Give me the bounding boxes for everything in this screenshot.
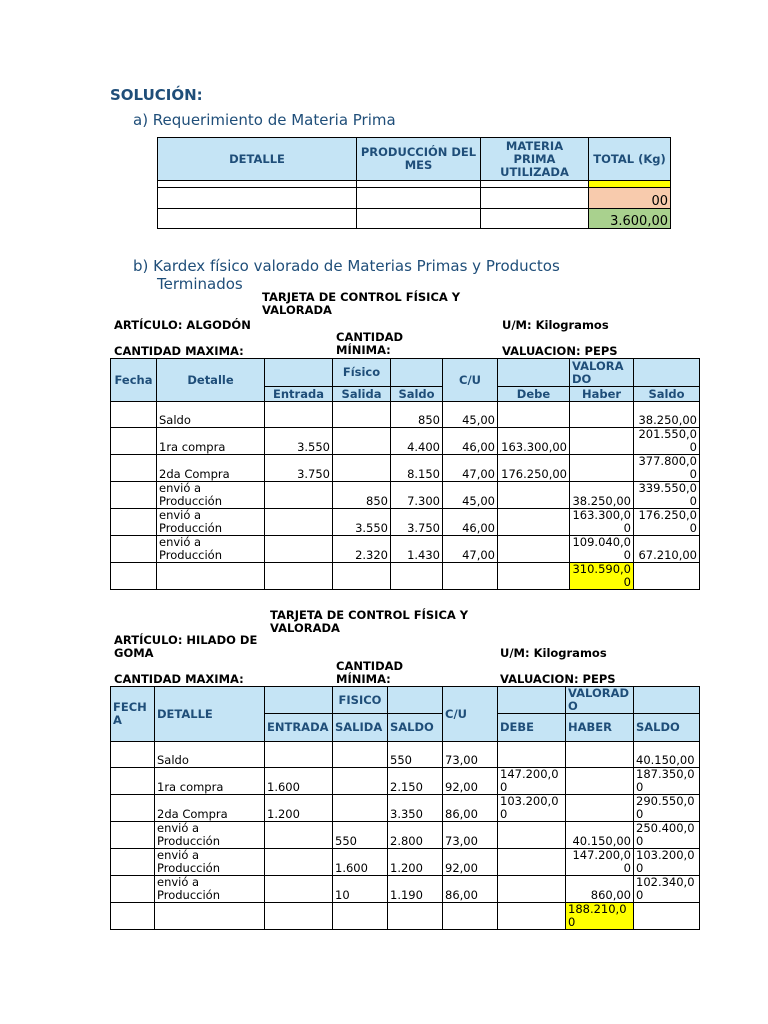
table-row <box>111 482 700 509</box>
table-row <box>111 876 700 903</box>
cell <box>111 849 155 876</box>
debe-cell: 163.300,00 <box>498 428 570 455</box>
entrada-cell <box>265 742 333 768</box>
haber-cell <box>566 768 634 795</box>
table-row <box>111 822 700 849</box>
valor-saldo-cell: 377.800,00 <box>634 455 700 482</box>
salida-cell <box>333 455 391 482</box>
debe-cell <box>498 482 570 509</box>
debe-cell <box>498 742 566 768</box>
cell <box>111 509 157 536</box>
cell <box>634 563 700 590</box>
debe-cell <box>498 402 570 428</box>
cu-cell: 92,00 <box>443 768 498 795</box>
cu-cell: 86,00 <box>443 876 498 903</box>
entrada-cell: 1.600 <box>265 768 333 795</box>
table-row <box>111 428 700 455</box>
entrada-cell: 3.550 <box>265 428 333 455</box>
cell <box>111 536 157 563</box>
detalle-cell: envió a Producción <box>157 536 265 563</box>
haber-cell <box>570 428 634 455</box>
header-blank <box>265 359 333 387</box>
cell <box>111 402 157 428</box>
debe-cell <box>498 849 566 876</box>
entrada-cell: 3.750 <box>265 455 333 482</box>
table-row <box>111 742 700 768</box>
card2-articulo: ARTÍCULO: HILADO DE GOMA <box>114 633 258 660</box>
cell <box>111 876 155 903</box>
haber-cell <box>566 742 634 768</box>
cell <box>388 903 443 930</box>
detalle-cell: 1ra compra <box>155 768 265 795</box>
cu-cell: 47,00 <box>443 455 498 482</box>
cell <box>111 428 157 455</box>
valor-saldo-cell: 103.200,00 <box>634 849 700 876</box>
salida-cell <box>333 742 388 768</box>
header-blank <box>498 359 570 387</box>
requirements-table <box>157 137 671 229</box>
cell <box>333 903 388 930</box>
cell <box>111 903 155 930</box>
cell <box>634 903 700 930</box>
cell <box>357 181 481 188</box>
salida-cell <box>333 795 388 822</box>
saldo-cell: 4.400 <box>391 428 443 455</box>
valor-saldo-cell: 176.250,00 <box>634 509 700 536</box>
cell <box>111 563 157 590</box>
salida-cell: 850 <box>333 482 391 509</box>
header-entrada: Entrada <box>265 387 333 402</box>
saldo-cell: 1.190 <box>388 876 443 903</box>
salida-cell <box>333 768 388 795</box>
header-blank <box>388 687 443 714</box>
cu-cell: 46,00 <box>443 509 498 536</box>
salida-cell: 3.550 <box>333 509 391 536</box>
valor-saldo-cell: 339.550,00 <box>634 482 700 509</box>
cell <box>498 563 570 590</box>
cell <box>158 188 357 209</box>
cell <box>481 181 589 188</box>
cell <box>481 188 589 209</box>
debe-cell: 176.250,00 <box>498 455 570 482</box>
cell <box>443 563 498 590</box>
section-b-heading: b) Kardex físico valorado de Materias Primas y Productos <box>133 257 560 275</box>
saldo-cell: 1.430 <box>391 536 443 563</box>
header-salida: Salida <box>333 387 391 402</box>
header-haber: Haber <box>570 387 634 402</box>
total-cell-3: 3.600,00 <box>589 209 671 229</box>
cu-cell: 47,00 <box>443 536 498 563</box>
total-cell-1 <box>589 181 671 188</box>
valor-saldo-cell: 67.210,00 <box>634 536 700 563</box>
haber-cell <box>570 455 634 482</box>
total-haber-cell: 310.590,00 <box>570 563 634 590</box>
cell <box>158 181 357 188</box>
header-entrada: ENTRADA <box>265 714 333 742</box>
entrada-cell <box>265 482 333 509</box>
table-row <box>111 536 700 563</box>
valor-saldo-cell: 250.400,00 <box>634 822 700 849</box>
detalle-cell: Saldo <box>157 402 265 428</box>
salida-cell <box>333 402 391 428</box>
detalle-cell: 2da Compra <box>157 455 265 482</box>
debe-cell <box>498 509 570 536</box>
header-fisico: FISICO <box>333 687 388 714</box>
haber-cell: 860,00 <box>566 876 634 903</box>
valor-saldo-cell: 187.350,00 <box>634 768 700 795</box>
card2-title: TARJETA DE CONTROL FÍSICA Y VALORADA <box>270 608 469 635</box>
header-saldo: SALDO <box>388 714 443 742</box>
cell <box>498 903 566 930</box>
header-materia-prima: MATERIA PRIMA UTILIZADA <box>481 138 589 181</box>
haber-cell <box>566 795 634 822</box>
header-fecha: FECHA <box>111 687 155 742</box>
cell <box>391 563 443 590</box>
header-blank <box>634 359 700 387</box>
salida-cell: 2.320 <box>333 536 391 563</box>
kardex-algodon-table <box>110 358 700 590</box>
cell <box>157 563 265 590</box>
cell <box>265 903 333 930</box>
haber-cell: 109.040,00 <box>570 536 634 563</box>
header-cu: C/U <box>443 359 498 402</box>
cu-cell: 86,00 <box>443 795 498 822</box>
cell <box>333 563 391 590</box>
kardex-hilado-table <box>110 686 700 930</box>
header-valor-saldo: Saldo <box>634 387 700 402</box>
cu-cell: 92,00 <box>443 849 498 876</box>
haber-cell: 38.250,00 <box>570 482 634 509</box>
entrada-cell <box>265 536 333 563</box>
cu-cell: 73,00 <box>443 822 498 849</box>
haber-cell <box>570 402 634 428</box>
cell <box>111 455 157 482</box>
header-valorado: VALORADO <box>566 687 634 714</box>
cell <box>158 209 357 229</box>
saldo-cell: 2.150 <box>388 768 443 795</box>
haber-cell: 40.150,00 <box>566 822 634 849</box>
salida-cell <box>333 428 391 455</box>
valor-saldo-cell: 40.150,00 <box>634 742 700 768</box>
cell <box>111 822 155 849</box>
debe-cell: 103.200,00 <box>498 795 566 822</box>
total-row <box>111 563 700 590</box>
entrada-cell: 1.200 <box>265 795 333 822</box>
card1-um: U/M: Kilogramos <box>502 318 609 332</box>
cu-cell: 46,00 <box>443 428 498 455</box>
card1-cant-min: CANTIDAD MÍNIMA: <box>336 330 404 357</box>
entrada-cell <box>265 876 333 903</box>
haber-cell: 147.200,00 <box>566 849 634 876</box>
detalle-cell: envió a Producción <box>157 482 265 509</box>
detalle-cell: 2da Compra <box>155 795 265 822</box>
cu-cell: 73,00 <box>443 742 498 768</box>
detalle-cell: 1ra compra <box>157 428 265 455</box>
table-row <box>111 455 700 482</box>
valor-saldo-cell: 201.550,00 <box>634 428 700 455</box>
table-row <box>111 402 700 428</box>
saldo-cell: 1.200 <box>388 849 443 876</box>
section-a-heading: a) Requerimiento de Materia Prima <box>133 111 396 129</box>
header-produccion: PRODUCCIÓN DEL MES <box>357 138 481 181</box>
card1-cant-max: CANTIDAD MAXIMA: <box>114 344 244 358</box>
cu-cell: 45,00 <box>443 482 498 509</box>
section-b-heading-cont: Terminados <box>157 275 243 293</box>
detalle-cell: envió a Producción <box>157 509 265 536</box>
header-blank <box>634 687 700 714</box>
total-cell-2: 00 <box>589 188 671 209</box>
cell <box>111 482 157 509</box>
saldo-cell: 2.800 <box>388 822 443 849</box>
cell <box>357 188 481 209</box>
header-detalle: DETALLE <box>155 687 265 742</box>
header-detalle: DETALLE <box>158 138 357 181</box>
detalle-cell: envió a Producción <box>155 849 265 876</box>
card1-articulo: ARTÍCULO: ALGODÓN <box>114 318 251 332</box>
total-row <box>111 903 700 930</box>
salida-cell: 550 <box>333 822 388 849</box>
saldo-cell: 550 <box>388 742 443 768</box>
cell <box>481 209 589 229</box>
valor-saldo-cell: 102.340,00 <box>634 876 700 903</box>
saldo-cell: 3.750 <box>391 509 443 536</box>
cell <box>265 563 333 590</box>
header-valor-saldo: SALDO <box>634 714 700 742</box>
header-detalle: Detalle <box>157 359 265 402</box>
card2-cant-max: CANTIDAD MAXIMA: <box>114 672 244 686</box>
cell <box>111 795 155 822</box>
card2-valuacion: VALUACION: PEPS <box>500 672 616 686</box>
table-row <box>111 768 700 795</box>
cu-cell: 45,00 <box>443 402 498 428</box>
debe-cell <box>498 876 566 903</box>
header-total: TOTAL (Kg) <box>589 138 671 181</box>
saldo-cell: 8.150 <box>391 455 443 482</box>
entrada-cell <box>265 402 333 428</box>
entrada-cell <box>265 509 333 536</box>
table-row <box>111 849 700 876</box>
card1-title: TARJETA DE CONTROL FÍSICA Y VALORADA <box>262 290 461 317</box>
header-fisico: Físico <box>333 359 391 387</box>
debe-cell <box>498 536 570 563</box>
debe-cell <box>498 822 566 849</box>
detalle-cell: envió a Producción <box>155 876 265 903</box>
header-debe: Debe <box>498 387 570 402</box>
header-cu: C/U <box>443 687 498 742</box>
solucion-title: SOLUCIÓN: <box>110 86 203 104</box>
header-salida: SALIDA <box>333 714 388 742</box>
header-blank <box>391 359 443 387</box>
detalle-cell: Saldo <box>155 742 265 768</box>
valor-saldo-cell: 38.250,00 <box>634 402 700 428</box>
detalle-cell: envió a Producción <box>155 822 265 849</box>
entrada-cell <box>265 822 333 849</box>
table-row <box>111 509 700 536</box>
salida-cell: 1.600 <box>333 849 388 876</box>
header-valorado: VALORADO <box>570 359 634 387</box>
table-row <box>111 795 700 822</box>
total-haber-cell: 188.210,00 <box>566 903 634 930</box>
cell <box>111 742 155 768</box>
cell <box>111 768 155 795</box>
cell <box>155 903 265 930</box>
haber-cell: 163.300,00 <box>570 509 634 536</box>
card2-cant-min: CANTIDAD MÍNIMA: <box>336 659 404 686</box>
saldo-cell: 850 <box>391 402 443 428</box>
header-debe: DEBE <box>498 714 566 742</box>
salida-cell: 10 <box>333 876 388 903</box>
card2-um: U/M: Kilogramos <box>500 646 607 660</box>
saldo-cell: 3.350 <box>388 795 443 822</box>
header-haber: HABER <box>566 714 634 742</box>
saldo-cell: 7.300 <box>391 482 443 509</box>
cell <box>357 209 481 229</box>
debe-cell: 147.200,00 <box>498 768 566 795</box>
entrada-cell <box>265 849 333 876</box>
header-saldo: Saldo <box>391 387 443 402</box>
card1-valuacion: VALUACION: PEPS <box>502 344 618 358</box>
cell <box>443 903 498 930</box>
header-blank <box>498 687 566 714</box>
header-fecha: Fecha <box>111 359 157 402</box>
header-blank <box>265 687 333 714</box>
valor-saldo-cell: 290.550,00 <box>634 795 700 822</box>
